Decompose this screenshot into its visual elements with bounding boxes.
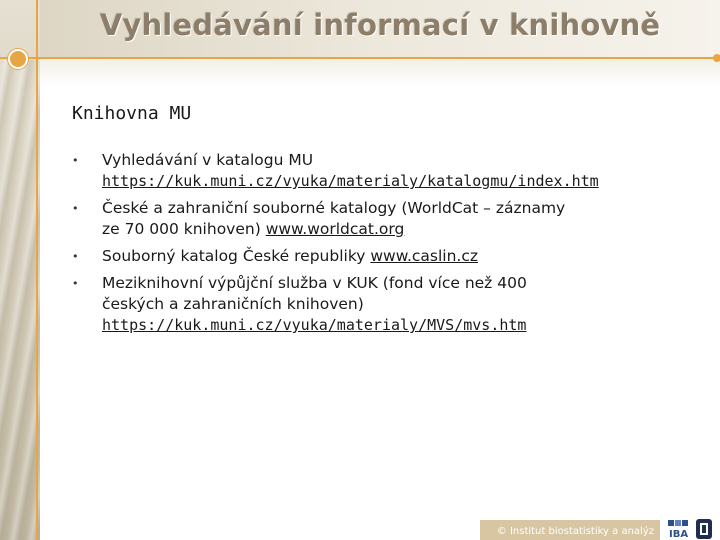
caslin-link[interactable]: www.caslin.cz bbox=[370, 247, 479, 265]
bullet-item bbox=[72, 198, 692, 240]
iba-logo-icon bbox=[666, 518, 714, 540]
accent-dot-icon bbox=[8, 49, 28, 69]
bullet-icon: • bbox=[72, 277, 79, 290]
bullet-icon: • bbox=[72, 154, 79, 167]
footer-copyright: © Institut biostatistiky a analýz bbox=[496, 526, 654, 537]
bullet-icon: • bbox=[72, 202, 79, 215]
slide-title: Vyhledávání informací v knihovně bbox=[99, 8, 661, 42]
bullet-text: Vyhledávání v katalogu MU bbox=[102, 151, 314, 169]
worldcat-link[interactable]: www.worldcat.org bbox=[265, 220, 405, 238]
bullet-text: České a zahraniční souborné katalogy (WorldCat – záznamy bbox=[102, 199, 566, 217]
bullet-text: Souborný katalog České republiky bbox=[102, 247, 371, 265]
bullet-icon: • bbox=[72, 250, 79, 263]
iba-logo-text: IBA bbox=[669, 529, 689, 540]
bullet-list bbox=[72, 150, 692, 342]
bullet-item bbox=[72, 273, 692, 336]
decorative-book-texture bbox=[0, 60, 40, 540]
header-fade bbox=[40, 58, 720, 86]
bullet-item bbox=[72, 150, 692, 192]
mvs-link[interactable]: https://kuk.muni.cz/vyuka/materialy/MVS/mvs.htm bbox=[102, 316, 527, 334]
accent-vertical-line bbox=[36, 0, 38, 540]
bullet-text: ze 70 000 knihoven) bbox=[102, 220, 266, 238]
bullet-text: českých a zahraničních knihoven) bbox=[102, 295, 364, 313]
slide-subtitle: Knihovna MU bbox=[72, 103, 192, 124]
bullet-item bbox=[72, 246, 692, 267]
bullet-text: Meziknihovní výpůjční služba v KUK (fond více než 400 bbox=[102, 274, 527, 292]
catalog-mu-link[interactable]: https://kuk.muni.cz/vyuka/materialy/katalogmu/index.htm bbox=[102, 172, 599, 190]
accent-small-dot-icon bbox=[713, 54, 720, 62]
accent-horizontal-line bbox=[0, 57, 720, 59]
